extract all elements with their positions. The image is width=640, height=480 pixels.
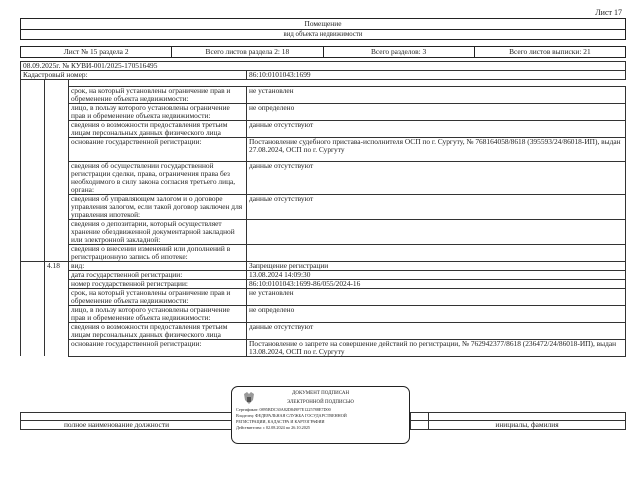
section-column — [21, 305, 45, 322]
row-label: сведения о возможности предоставления третьим лицам персональных данных физического лица — [69, 120, 247, 137]
section-column — [21, 270, 45, 279]
section-column — [21, 103, 45, 120]
row-value: данные отсутствуют — [247, 161, 626, 194]
emblem-icon — [242, 391, 256, 407]
section-column — [21, 288, 45, 305]
table-row — [21, 103, 626, 120]
table-row — [21, 279, 626, 288]
section-column — [21, 339, 45, 356]
section-column — [21, 244, 45, 261]
row-label: номер государственной регистрации: — [69, 279, 247, 288]
table-row — [21, 120, 626, 137]
sheet-number: Лист 17 — [595, 8, 622, 17]
row-label: сведения о внесении изменений или дополнений в регистрационную запись об ипотеке: — [69, 244, 247, 261]
row-value: Запрещение регистрации — [247, 261, 626, 270]
row-label: сведения о возможности предоставления третьим лицам персональных данных физического лица — [69, 322, 247, 339]
position-caption: полное наименование должности — [21, 420, 411, 429]
row-label: лицо, в пользу которого установлены ограничение прав и обременение объекта недвижимости: — [69, 305, 247, 322]
table-row — [21, 161, 626, 194]
record-column — [45, 86, 69, 103]
section-column — [21, 219, 45, 244]
table-row — [21, 137, 626, 161]
row-label: основание государственной регистрации: — [69, 137, 247, 161]
row-value: Постановление о запрете на совершение действий по регистрации, № 762942377/8618 (236472/24/86018-ИП), выдан 13.08.2024, ОСП по г. Сургуту — [247, 339, 626, 356]
table-row — [21, 194, 626, 219]
record-column — [45, 103, 69, 120]
section-sheets-total: Всего листов раздела 2: 18 — [172, 47, 323, 58]
section-column — [21, 194, 45, 219]
record-number: 4.18 — [45, 261, 69, 270]
record-column — [45, 305, 69, 322]
section-column — [21, 86, 45, 103]
row-label: срок, на который установлены ограничение прав и обременение объекта недвижимости: — [69, 288, 247, 305]
sheet-info-row — [20, 46, 626, 58]
row-label: сведения о депозитарии, который осуществляет хранение обездвиженной документарной закладной или электронной закладной: — [69, 219, 247, 244]
row-label: основание государственной регистрации: — [69, 339, 247, 356]
section-column — [21, 322, 45, 339]
record-column — [45, 194, 69, 219]
content-flow — [20, 80, 626, 430]
stamp-certificate: Сертификат: 0895BDC30A82D849F7E1225788E7D00 — [236, 406, 331, 412]
row-value: не определено — [247, 103, 626, 120]
cadastral-value: 86:10:0101043:1699 — [247, 71, 626, 80]
table-row — [21, 339, 626, 356]
table-row — [21, 270, 626, 279]
table-row — [21, 322, 626, 339]
table-row — [21, 305, 626, 322]
row-value: не установлен — [247, 86, 626, 103]
section-column — [21, 161, 45, 194]
signature-block — [20, 390, 626, 430]
record-column — [45, 288, 69, 305]
object-title-box — [20, 18, 626, 40]
row-label: лицо, в пользу которого установлены ограничение прав и обременение объекта недвижимости: — [69, 103, 247, 120]
record-column — [45, 244, 69, 261]
row-label: дата государственной регистрации: — [69, 270, 247, 279]
electronic-signature-stamp — [231, 386, 410, 444]
row-value: 86:10:0101043:1699-86/055/2024-16 — [247, 279, 626, 288]
object-type-caption: вид объекта недвижимости — [21, 29, 625, 39]
row-value: данные отсутствуют — [247, 322, 626, 339]
row-label: срок, на который установлены ограничение прав и обременение объекта недвижимости: — [69, 86, 247, 103]
row-value — [247, 219, 626, 244]
sheet-of-section: Лист № 15 раздела 2 — [21, 47, 172, 58]
row-value: Постановление судебного пристава-исполнителя ОСП по г. Сургуту, № 768164058/8618 (395593/24/86018-ИП), выдан 27.08.2024, ОСП по г. Сургуту — [247, 137, 626, 161]
table-row — [21, 86, 626, 103]
row-value: данные отсутствуют — [247, 194, 626, 219]
record-column — [45, 137, 69, 161]
sections-total: Всего разделов: 3 — [323, 47, 474, 58]
row-value: данные отсутствуют — [247, 120, 626, 137]
table-row — [21, 219, 626, 244]
row-label: сведения об управляющем залогом и о договоре управления залогом, если такой договор заключен для управления ипотекой: — [69, 194, 247, 219]
record-column — [45, 322, 69, 339]
record-column — [45, 161, 69, 194]
row-label: сведения об осуществлении государственной регистрации сделки, права, ограничения права без необходимого в силу закона согласия третьего лица, органа: — [69, 161, 247, 194]
table-row — [21, 261, 626, 270]
row-value: не установлен — [247, 288, 626, 305]
record-column — [45, 279, 69, 288]
stamp-validity: Действителен: с 02.08.2024 по 26.10.2025 — [236, 424, 311, 430]
row-value — [247, 244, 626, 261]
table-row — [21, 244, 626, 261]
stamp-subtitle: ЭЛЕКТРОННОЙ ПОДПИСЬЮ — [287, 399, 354, 405]
row-label: вид: — [69, 261, 247, 270]
table-row — [21, 288, 626, 305]
record-column — [45, 270, 69, 279]
name-caption: инициалы, фамилия — [429, 420, 626, 429]
object-type: Помещение — [304, 19, 342, 28]
cadastral-label: Кадастровый номер: — [21, 71, 247, 80]
document-number: 08.09.2025г. № КУВИ-001/2025-170516495 — [21, 62, 626, 71]
encumbrance-table — [20, 80, 626, 357]
record-column — [45, 120, 69, 137]
row-value: не определено — [247, 305, 626, 322]
row-value: 13.08.2024 14:09:30 — [247, 270, 626, 279]
stamp-owner-cont: РЕГИСТРАЦИИ, КАДАСТРА И КАРТОГРАФИИ — [236, 418, 325, 424]
stamp-title: ДОКУМЕНТ ПОДПИСАН — [291, 390, 350, 396]
record-column — [45, 219, 69, 244]
section-column — [21, 137, 45, 161]
document-info — [20, 61, 626, 80]
section-column — [21, 279, 45, 288]
section-column — [21, 261, 45, 270]
record-column — [45, 339, 69, 356]
stamp-owner: Владелец: ФЕДЕРАЛЬНАЯ СЛУЖБА ГОСУДАРСТВЕННОЙ — [236, 412, 347, 418]
section-column — [21, 120, 45, 137]
extract-sheets-total: Всего листов выписки: 21 — [474, 47, 625, 58]
